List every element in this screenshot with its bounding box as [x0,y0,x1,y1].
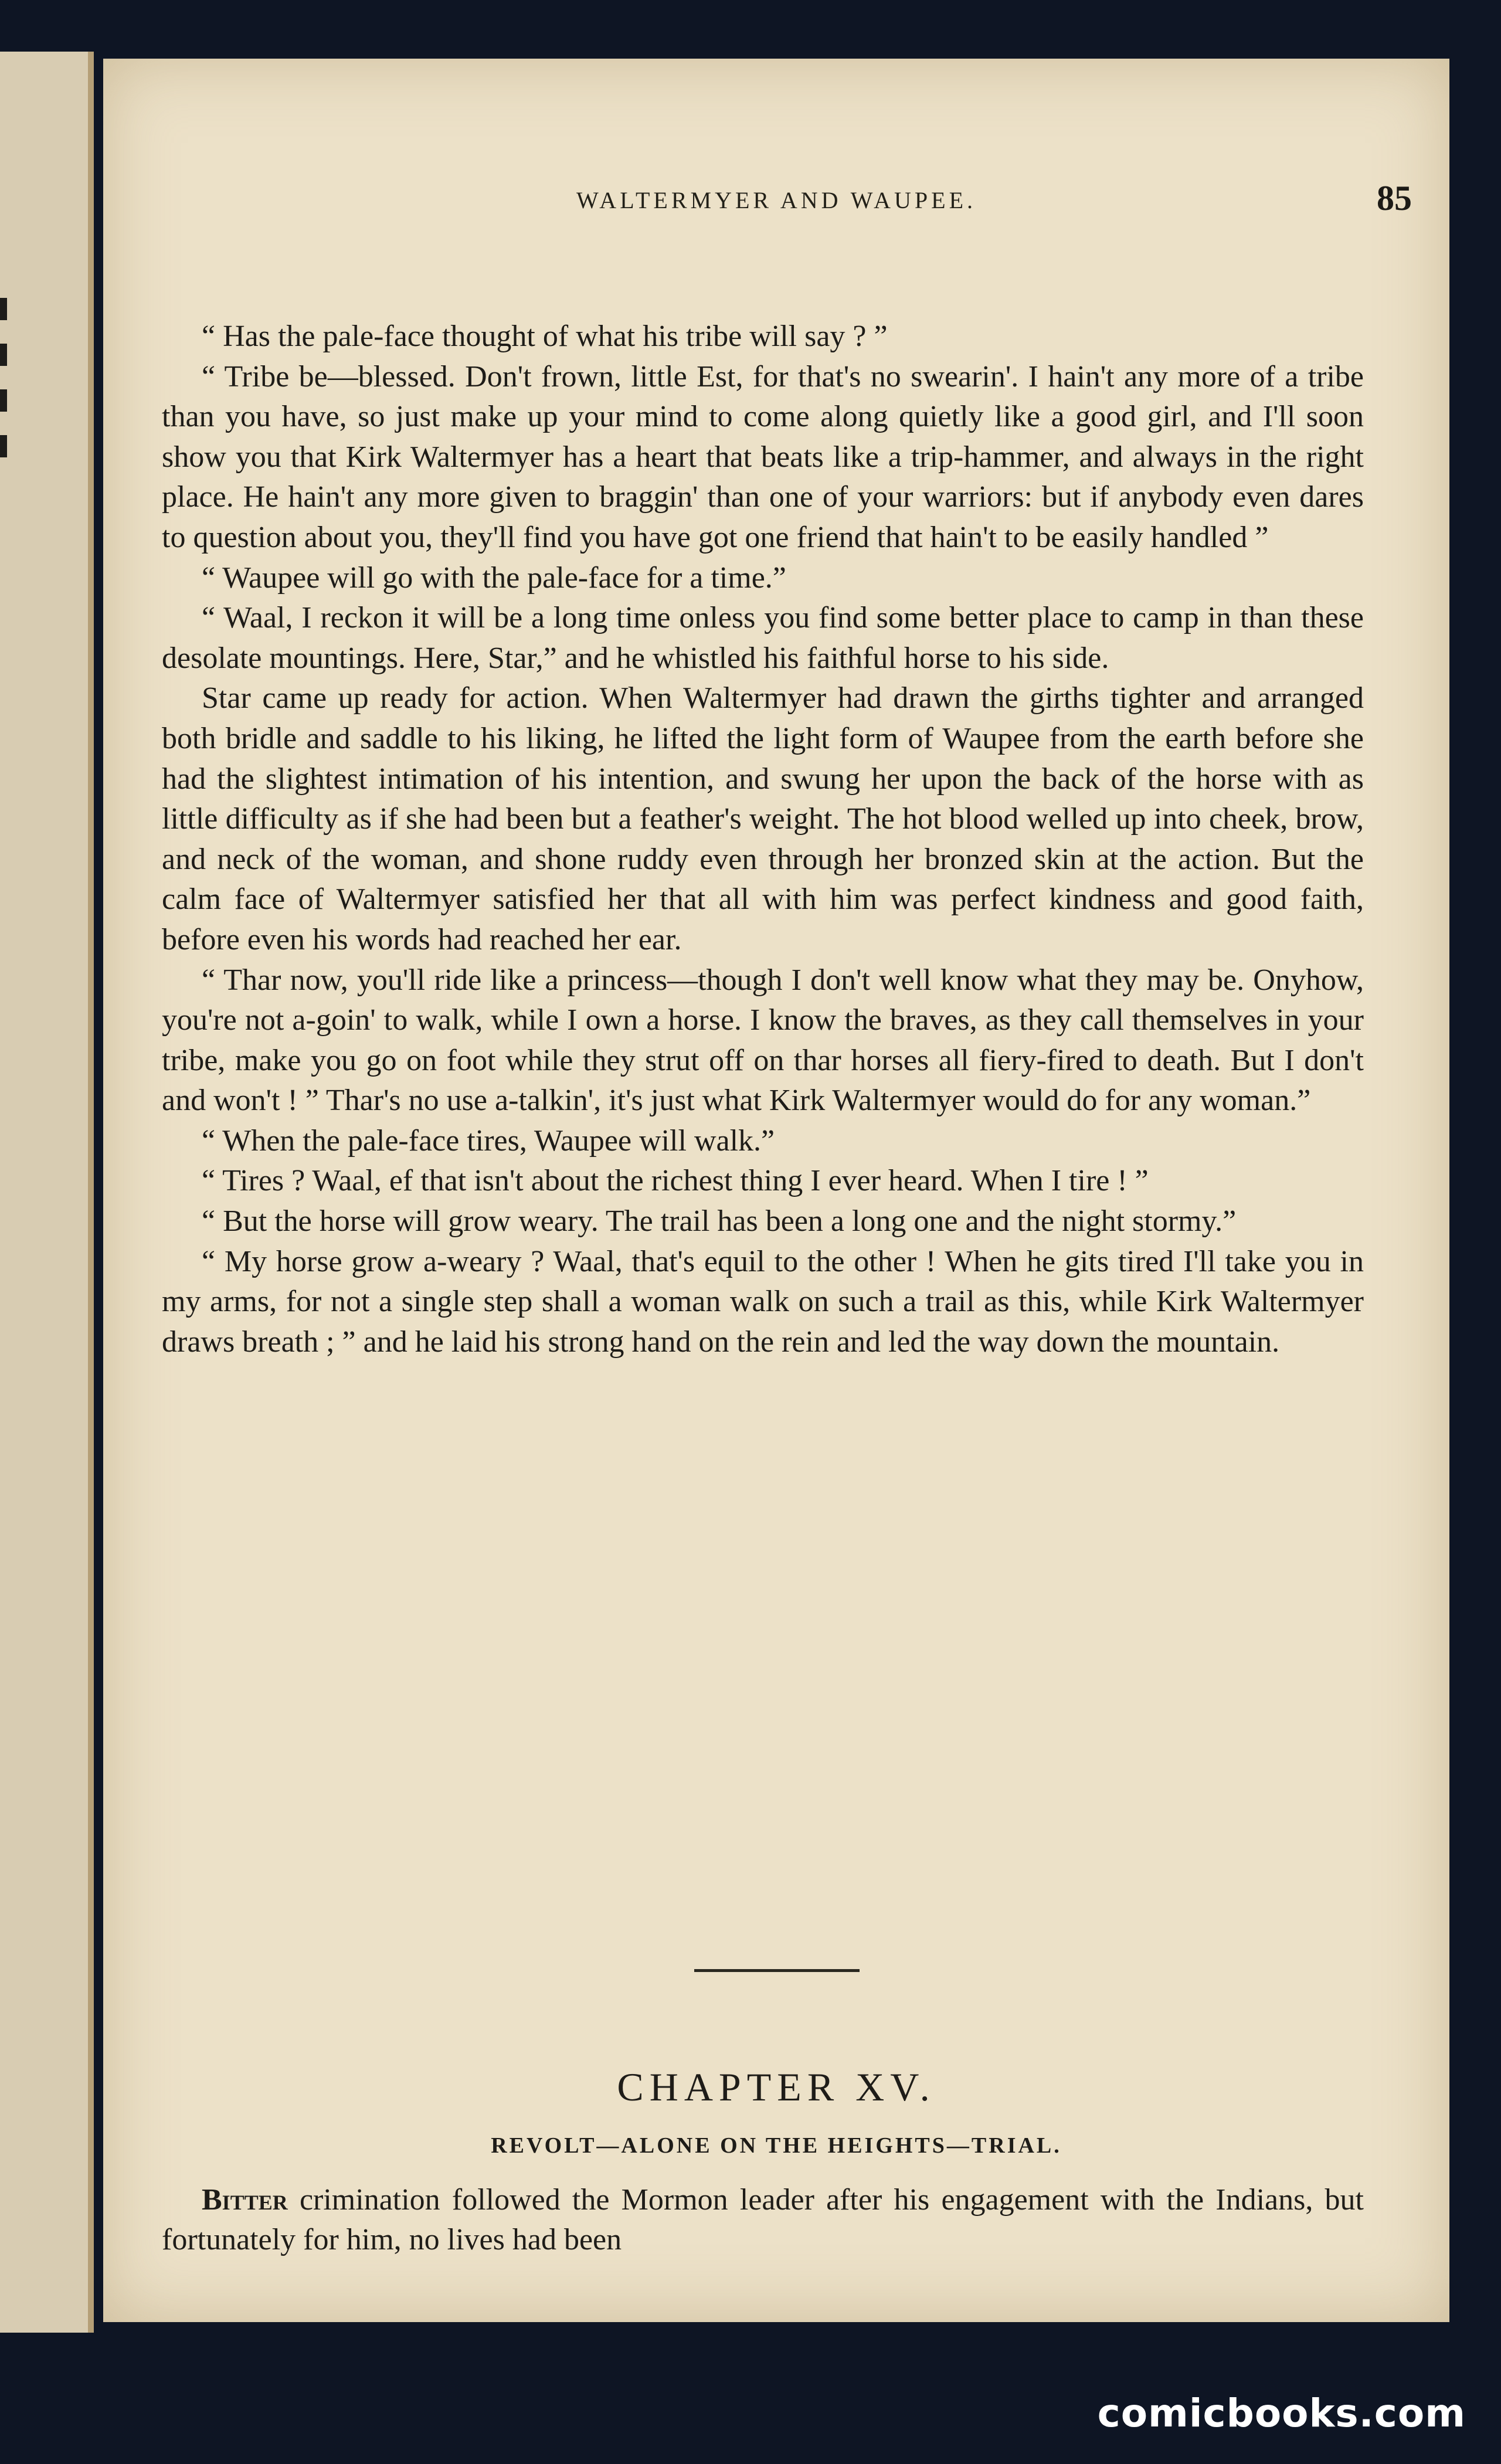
paragraph: “ Tires ? Waal, ef that isn't about the richest thing I ever heard. When I tire ! ” [202,1164,1149,1198]
book-page [103,59,1449,2322]
paragraph: “ When the pale-face tires, Waupee will walk.” [202,1124,775,1158]
section-rule [694,1969,860,1972]
paragraph: “ Waupee will go with the pale-face for a time.” [202,561,786,595]
paragraph: “ Thar now, you'll ride like a princess—though I don't well know what they may be. Onyhow, you're not a-goin' to walk, while I own a horse. I know the braves, as they call themselves in your tribe, make you go on foot while they strut off on thar horses all fiery-fired to death. But I don't and won't ! ” Thar's no use a-talkin', it's just what Kirk Waltermyer would do for any woman.” [162,963,1364,1118]
paragraph: “ Waal, I reckon it will be a long time onless you find some better place to camp in than these desolate mountings. Here, Star,” and he whistled his faithful horse to his side. [162,601,1364,675]
paragraph: Star came up ready for action. When Waltermyer had drawn the girths tighter and arranged both bridle and saddle to his liking, he lifted the light form of Waupee from the earth before she had the slightest intimation of his intention, and swung her upon the back of the horse with as little difficulty as if she had been but a feather's weight. The hot blood welled up into cheek, brow, and neck of the woman, and shone ruddy even through her bronzed skin at the action. But the calm face of Waltermyer satisfied her that all with him was perfect kindness and good faith, before even his words had reached her ear. [162,681,1364,956]
chapter-first-paragraph [162,2180,1364,2260]
page-number: 85 [1377,179,1412,218]
paragraph: “ My horse grow a-weary ? Waal, that's equil to the other ! When he gits tired I'll take you in my arms, for not a single step shall a woman walk on such a trail as this, while Kirk Waltermyer draws breath ; ” and he laid his strong hand on the rein and led the way down the mountain. [162,1244,1364,1359]
facing-page-marks [0,298,14,481]
paragraph: “ Has the pale-face thought of what his tribe will say ? ” [202,320,888,353]
chapter-first-word: Bitter [202,2183,288,2217]
chapter-title: CHAPTER XV. [617,2065,936,2109]
paragraph: “ But the horse will grow weary. The trail has been a long one and the night stormy.” [202,1204,1237,1238]
facing-page-edge [0,52,94,2333]
running-head [103,179,1449,225]
chapter-opening [162,2180,1364,2260]
chapter-subtitle: REVOLT—ALONE ON THE HEIGHTS—TRIAL. [491,2133,1062,2158]
chapter-first-text: crimination followed the Mormon leader after his engagement with the Indians, but fortunately for him, no lives had been [162,2183,1364,2256]
paragraph: “ Tribe be—blessed. Don't frown, little Est, for that's no swearin'. I hain't any more of a tribe than you have, so just make up your mind to come along quietly like a good girl, and I'll soon show you that Kirk Waltermyer has a heart that beats like a trip-hammer, and always in the right place. He hain't any more given to braggin' than one of your warriors: but if anybody even dares to question about you, they'll find you have got one friend that hain't to be easily handled ” [162,359,1364,554]
watermark: comicbooks.com [1097,2391,1466,2436]
body-text [162,317,1364,1362]
running-title: WALTERMYER AND WAUPEE. [576,187,977,213]
